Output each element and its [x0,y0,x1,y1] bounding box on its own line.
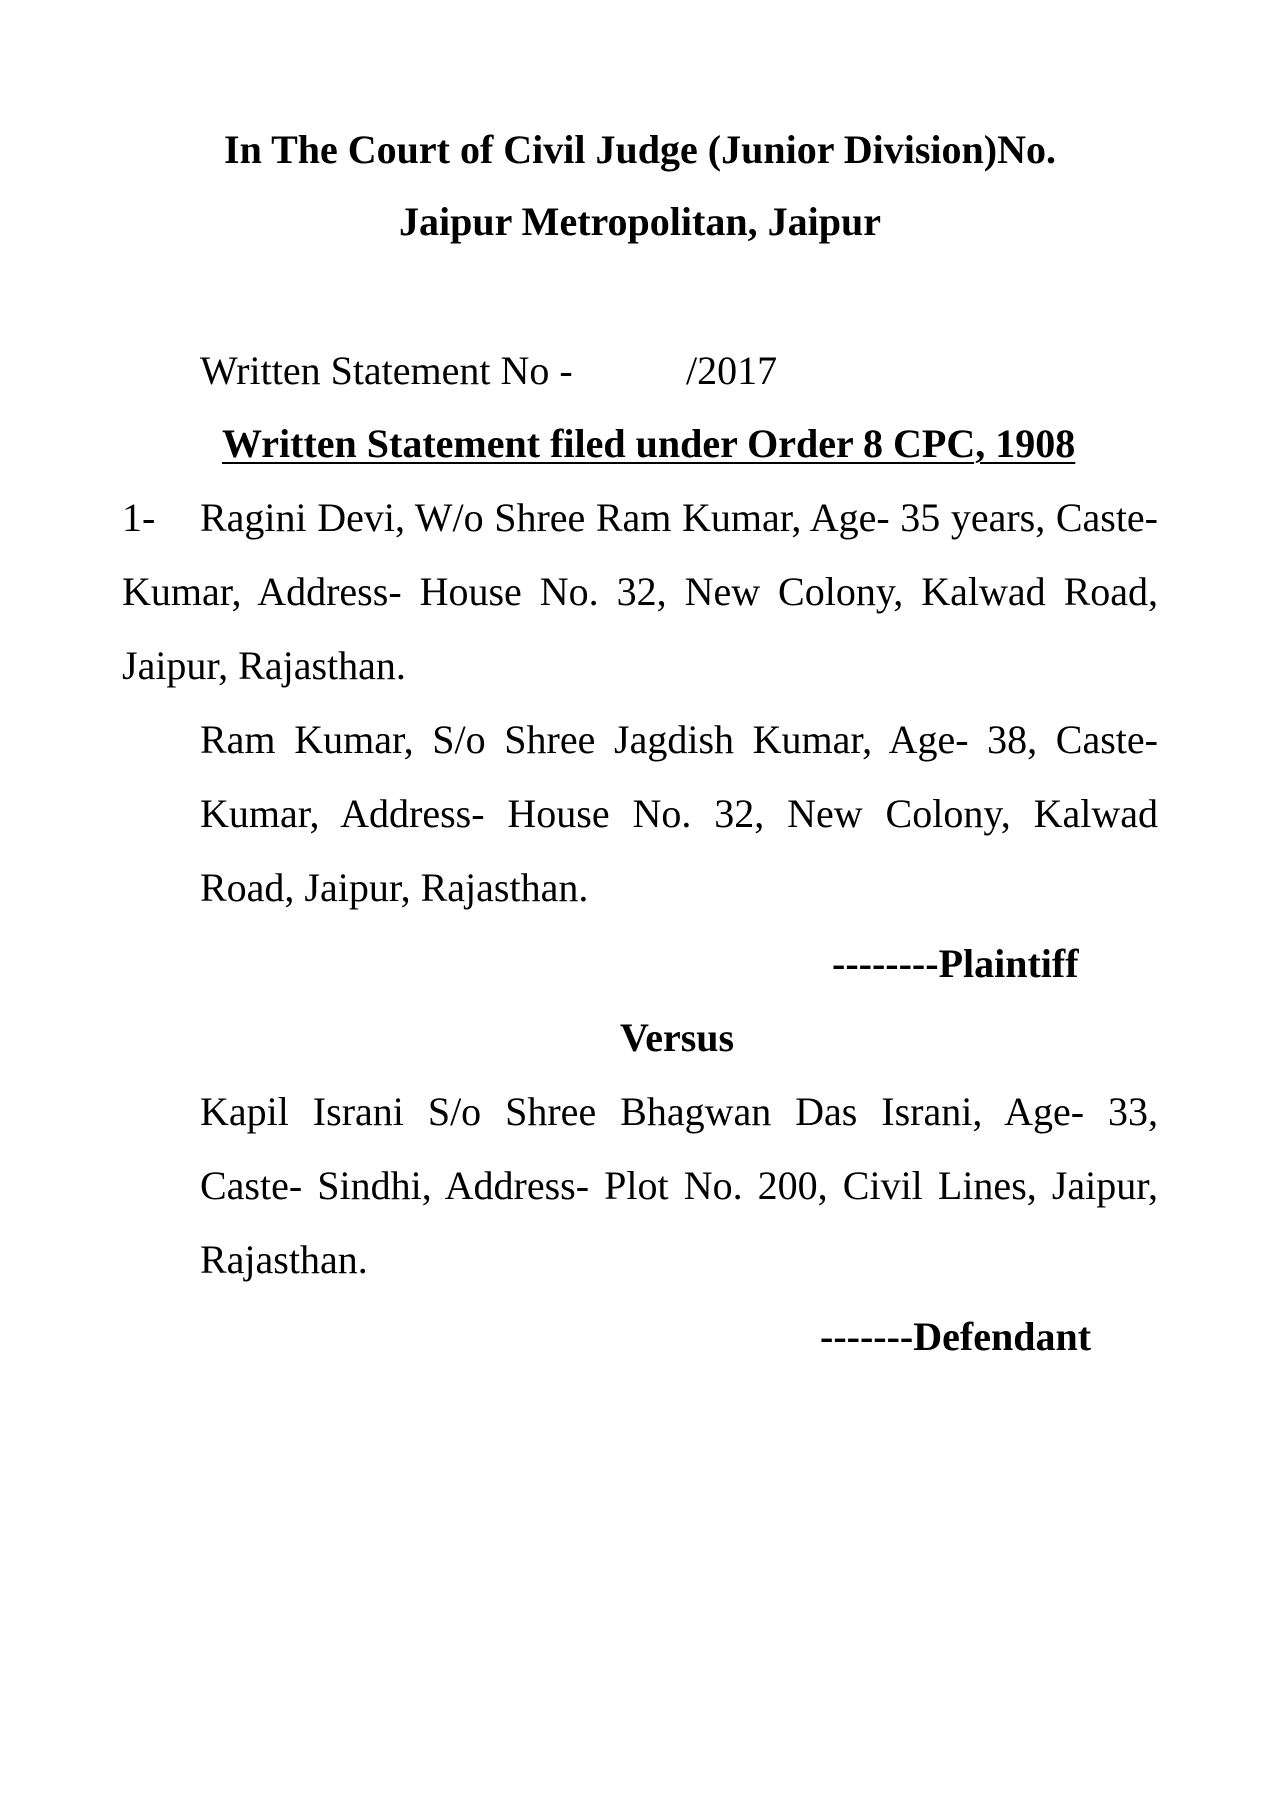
court-heading-line2: Jaipur Metropolitan, Jaipur [399,199,881,244]
plaintiff-2-details: Ram Kumar, S/o Shree Jagdish Kumar, Age- 38, Caste- Kumar, Address- House No. 32, New Colony, Kalwad Road, Jaipur, Rajasthan. [200,717,1158,910]
plaintiff-1-text-rest: Caste- Kumar, Address- House No. 32, New Colony, Kalwad Road, Jaipur, Rajasthan. [122,495,1158,688]
versus-label: Versus [620,1015,735,1060]
plaintiff-1-number: 1- [122,495,156,540]
plaintiff-1-details [122,481,1158,703]
defendant-details: Kapil Israni S/o Shree Bhagwan Das Israni, Age- 33, Caste- Sindhi, Address- Plot No. 200, Civil Lines, Jaipur, Rajasthan. [200,1089,1158,1282]
court-heading-line1: In The Court of Civil Judge (Junior Division)No. [224,127,1056,172]
plaintiff-label: --------Plaintiff [832,941,1079,986]
statement-title: Written Statement filed under Order 8 CPC, 1908 [222,421,1076,466]
plaintiff-1-text-first: Ragini Devi, W/o Shree Ram Kumar, Age- 35 years, [200,495,1046,540]
defendant-label: -------Defendant [820,1314,1092,1359]
statement-number-label: Written Statement No - [200,348,573,393]
statement-number-year: /2017 [686,348,778,393]
